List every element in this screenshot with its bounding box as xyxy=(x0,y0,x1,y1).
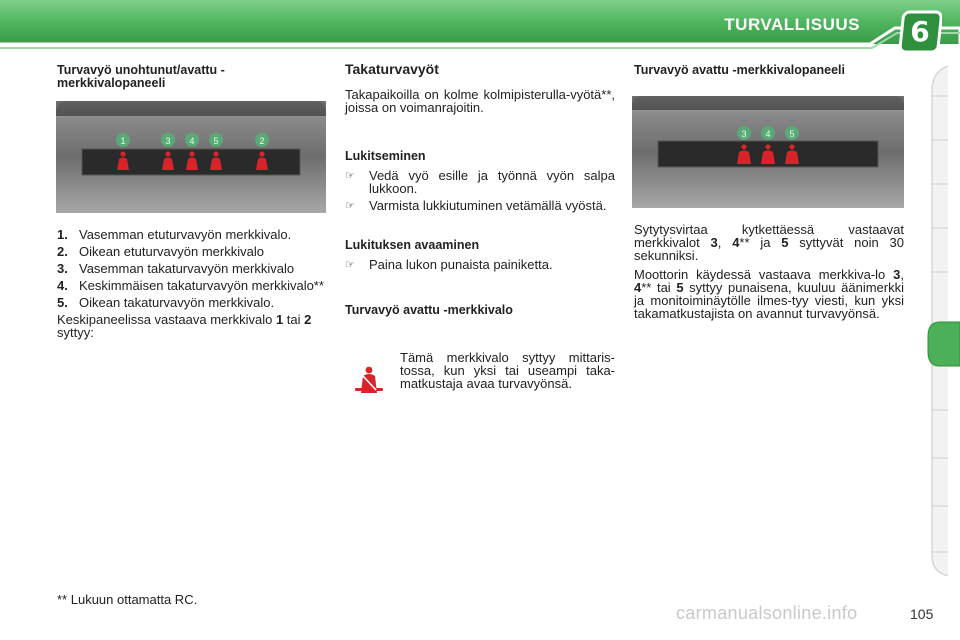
right-panel-labels xyxy=(737,126,799,140)
unlock-steps xyxy=(345,258,615,271)
led-label-5 xyxy=(209,133,223,147)
pointing-hand-icon: ☞ xyxy=(345,199,355,212)
led-label-text: 5 xyxy=(213,136,219,146)
list-item: ☞ Vedä vyö esille ja työnnä vyön salpa lukkoon. xyxy=(345,168,615,196)
watermark: carmanualsonline.info xyxy=(676,603,858,623)
left-warning-panel xyxy=(56,101,326,216)
chapter-title: TURVALLISUUS xyxy=(724,15,860,34)
list-item-number: 1. xyxy=(57,227,68,242)
chapter-number: 6 xyxy=(910,15,930,48)
list-item xyxy=(57,296,327,309)
pointing-hand-icon: ☞ xyxy=(345,258,355,271)
middle-intro: Takapaikoilla on kolme kolmipisterulla-vyötä**, joissa on voimanrajoitin. xyxy=(345,87,615,115)
list-item-number: 4. xyxy=(57,278,68,293)
list-item-number: 2. xyxy=(57,244,68,259)
list-item-number: 3. xyxy=(57,261,68,276)
seatbelt-warning-icon xyxy=(352,366,386,394)
led-label-text: 4 xyxy=(189,136,195,146)
left-led-list xyxy=(57,228,327,309)
led-label-4 xyxy=(761,126,775,140)
list-item-text: Oikean etuturvavyön merkkivalo xyxy=(79,244,264,259)
led-label-text: 3 xyxy=(165,136,171,146)
led-label-4 xyxy=(185,133,199,147)
list-item xyxy=(57,279,327,292)
list-item-text: Oikean takaturvavyön merkkivalo. xyxy=(79,295,275,310)
page-number: 105 xyxy=(910,606,934,622)
led-label-3 xyxy=(161,133,175,147)
warning-text: Tämä merkkivalo syttyy mittaris-tossa, kun yksi tai useampi taka-matkustaja avaa turvavyönsä. xyxy=(400,350,615,391)
right-heading: Turvavyö avattu -merkkivalopaneeli xyxy=(634,63,845,77)
pointing-hand-icon: ☞ xyxy=(345,169,355,182)
lock-steps xyxy=(345,169,615,212)
footnote: ** Lukuun ottamatta RC. xyxy=(57,592,198,607)
led-label-text: 3 xyxy=(741,129,747,139)
led-label-text: 2 xyxy=(259,136,265,146)
list-item: ☞ Varmista lukkiutuminen vetämällä vyöstä. xyxy=(345,198,607,213)
list-item-text: Vasemman takaturvavyön merkkivalo xyxy=(79,261,295,276)
list-item xyxy=(57,228,327,241)
middle-heading: Takaturvavyöt xyxy=(345,61,439,77)
led-label-text: 4 xyxy=(765,129,771,139)
unlock-heading: Lukituksen avaaminen xyxy=(345,238,480,252)
list-item-text: Keskimmäisen takaturvavyön merkkivalo** xyxy=(79,278,324,293)
list-item: ☞ Paina lukon punaista painiketta. xyxy=(345,257,553,272)
right-warning-panel xyxy=(632,96,904,211)
led-label-5 xyxy=(785,126,799,140)
left-heading: Turvavyö unohtunut/avattu -merkkivalopaneeli xyxy=(57,63,225,90)
led-label-text: 1 xyxy=(120,136,126,146)
right-paragraph-ignition: Sytytysvirtaa kytkettäessä vastaavat merkkivalot 3, 4** ja 5 syttyvät noin 30 sekunniksi. xyxy=(634,222,904,263)
led-label-text: 5 xyxy=(789,129,795,139)
list-item xyxy=(57,245,327,258)
right-paragraph-running: Moottorin käydessä vastaava merkkiva-lo 3, 4** tai 5 syttyy punaisena, kuuluu äänimerkki ja monitoiminäytölle ilmes-tyy viesti, kun yksi takamatkustajista on avannut turvavyönsä. xyxy=(634,267,904,321)
lock-heading: Lukitseminen xyxy=(345,149,426,163)
list-item xyxy=(57,262,327,275)
left-closing-text: Keskipaneelissa vastaava merkkivalo 1 tai 2 syttyy: xyxy=(57,312,312,340)
warning-heading: Turvavyö avattu -merkkivalo xyxy=(345,303,513,317)
seatbelt-warning-icons xyxy=(737,144,799,164)
list-item-text: Vasemman etuturvavyön merkkivalo. xyxy=(79,227,292,242)
list-item-number: 5. xyxy=(57,295,68,310)
led-label-2 xyxy=(255,133,269,147)
led-label-3 xyxy=(737,126,751,140)
chapter-tab-rail xyxy=(926,66,960,576)
led-label-1 xyxy=(116,133,130,147)
